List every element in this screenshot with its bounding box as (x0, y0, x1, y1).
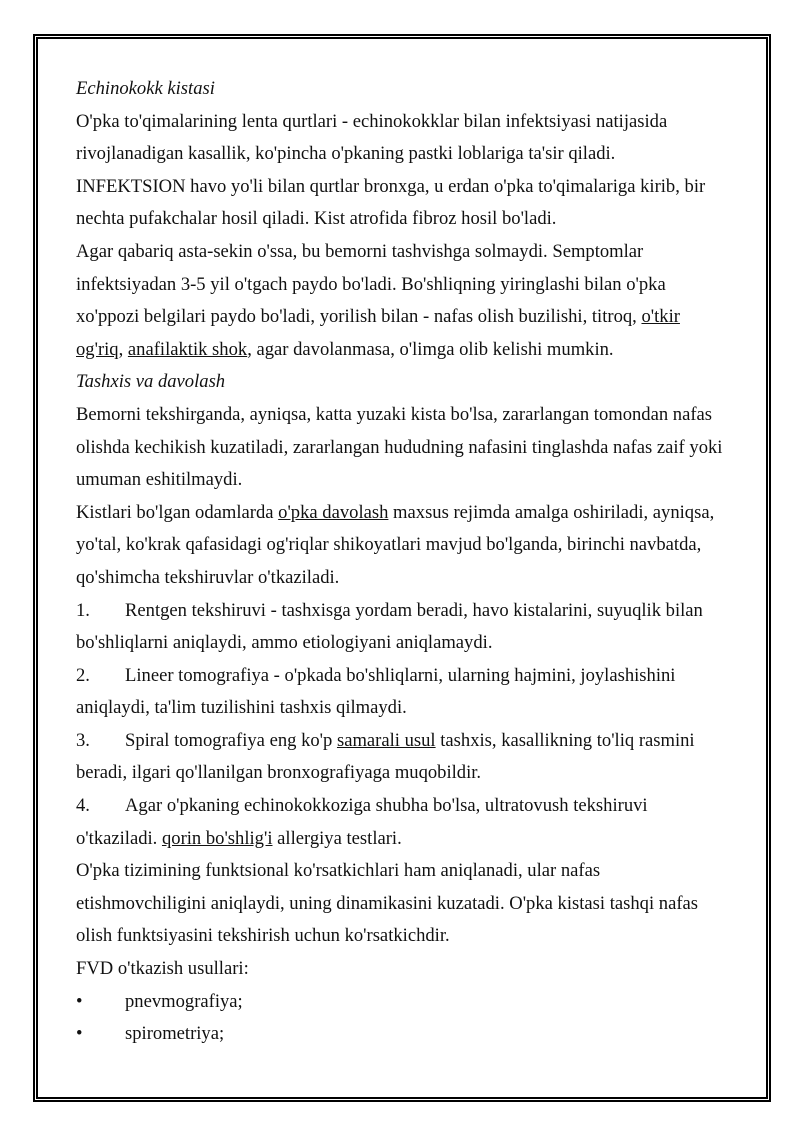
bullet-icon: • (76, 1023, 83, 1045)
section-heading-echinococcus: Echinokokk kistasi (76, 78, 215, 99)
list-text-3b: tashxis, kasallikning to'liq rasmini beradi, ilgari qo'llanilgan bronxografiyaga muqobildir. (76, 729, 695, 784)
bullet-text-1: pnevmografiya; (125, 990, 243, 1012)
list-item-1 (76, 595, 726, 660)
link-lung-treatment[interactable]: o'pka davolash (278, 501, 389, 523)
list-number-2: 2. (76, 664, 90, 686)
bullet-text-2: spirometriya; (125, 1023, 225, 1045)
paragraph-treatment (76, 497, 726, 595)
paragraph-function: O'pka tizimining funktsional ko'rsatkichlari ham aniqlanadi, ular nafas etishmovchiligini aniqlaydi, uning dinamikasini kuzatadi. O'pka kistasi tashqi nafas olish funktsiyasini tekshirish uchun ko'rsatkichdir. (76, 860, 699, 947)
list-text-2: Lineer tomografiya - o'pkada bo'shliqlarni, ularning hajmini, joylashishini aniqlaydi, ta'lim tuzilishini tashxis qilmaydi. (76, 664, 676, 719)
link-abdominal-cavity[interactable]: qorin bo'shlig'i (161, 827, 273, 849)
paragraph-symptoms-text-2: , agar davolanmasa, o'limga olib kelishi mumkin. (247, 338, 614, 360)
list-number-3: 3. (76, 729, 90, 751)
paragraph-treatment-text-2: maxsus rejimda amalga oshiriladi, ayniqsa, yo'tal, ko'krak qafasidagi og'riqlar shikoyatlari mavjud bo'lganda, birinchi navbatda, qo'shimcha tekshiruvlar o'tkaziladi. (76, 501, 715, 588)
bullet-item-1 (76, 986, 726, 1019)
paragraph-intro: O'pka to'qimalarining lenta qurtlari - echinokokklar bilan infektsiyasi natijasida rivojlanadigan kasallik, ko'pincha o'pkaning pastki loblariga ta'sir qiladi. INFEKTSION havo yo'li bilan qurtlar bronxga, u erdan o'pka to'qimalariga kirib, bir nechta pufakchalar hosil qiladi. Kist atrofida fibroz hosil bo'ladi. (76, 110, 706, 230)
list-number-4: 4. (76, 795, 90, 817)
list-number-1: 1. (76, 599, 90, 621)
bullet-item-2 (76, 1018, 726, 1051)
paragraph-examination: Bemorni tekshirganda, ayniqsa, katta yuzaki kista bo'lsa, zararlangan tomondan nafas olishda kechikish kuzatiladi, zararlangan hududning nafasini tinglashda nafas zaif yoki umuman eshitilmaydi. (76, 403, 723, 491)
document-body (76, 73, 726, 1051)
link-anaphylactic-shock[interactable]: anafilaktik shok (127, 338, 248, 360)
section-heading-diagnosis: Tashxis va davolash (76, 371, 226, 393)
list-text-4a: Agar o'pkaning echinokokkoziga shubha bo'lsa, ultratovush tekshiruvi o'tkaziladi. (76, 795, 648, 849)
list-item-3 (76, 725, 726, 790)
list-item-2 (76, 660, 726, 725)
paragraph-symptoms (76, 236, 726, 366)
separator-text: , (118, 338, 128, 360)
paragraph-methods: FVD o'tkazish usullari: (76, 958, 249, 980)
paragraph-treatment-text-1: Kistlari bo'lgan odamlarda (76, 501, 279, 523)
list-item-4 (76, 790, 726, 855)
link-acute-pain[interactable]: o'tkir og'riq (76, 306, 680, 360)
list-text-3a: Spiral tomografiya eng ko'p (125, 729, 337, 751)
bullet-icon: • (76, 990, 83, 1012)
list-text-4b: allergiya testlari. (272, 827, 402, 849)
list-text-1: Rentgen tekshiruvi - tashxisga yordam beradi, havo kistalarini, suyuqlik bilan bo'shliqlarni aniqlaydi, ammo etiologiyani aniqlamaydi. (76, 599, 703, 654)
paragraph-symptoms-text-1: Agar qabariq asta-sekin o'ssa, bu bemorni tashvishga solmaydi. Semptomlar infektsiyadan 3-5 yil o'tgach paydo bo'ladi. Bo'shliqning yiringlashi bilan o'pka xo'ppozi belgilari paydo bo'ladi, yorilish bilan - nafas olish buzilishi, titroq, (76, 240, 666, 328)
link-effective-method[interactable]: samarali usul (336, 729, 436, 751)
